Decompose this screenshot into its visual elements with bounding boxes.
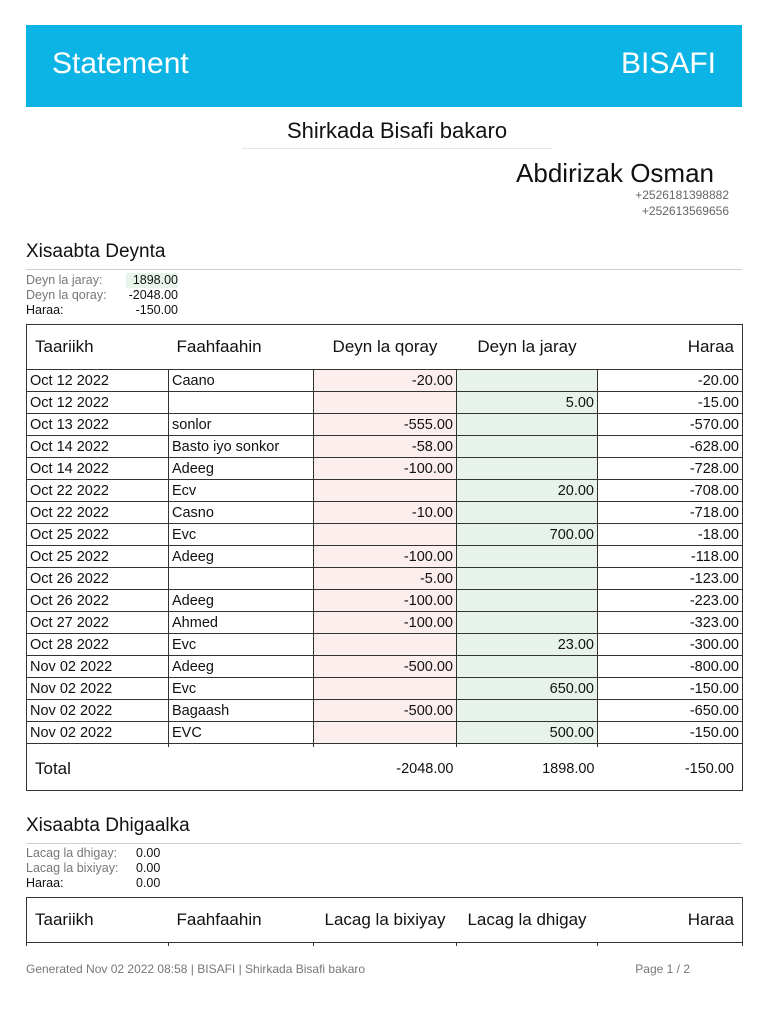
cell-debit: -500.00	[314, 700, 457, 722]
cell-credit	[457, 590, 598, 612]
total-credit: 1898.00	[457, 747, 598, 791]
cell-balance: -123.00	[598, 568, 743, 590]
debt-table-body	[27, 370, 743, 744]
customer-name: Abdirizak Osman	[516, 158, 714, 188]
customer-phone: +252613569656	[641, 204, 729, 218]
table-header-row	[27, 325, 743, 370]
cell-credit	[457, 414, 598, 436]
cell-date: Oct 22 2022	[27, 480, 169, 502]
debt-section-title: Xisaabta Deynta	[26, 241, 742, 270]
cell-date: Oct 25 2022	[27, 546, 169, 568]
summary-value: -2048.00	[128, 288, 178, 302]
cell-credit	[457, 546, 598, 568]
summary-label: Deyn la qoray:	[26, 288, 107, 302]
cell-date: Oct 26 2022	[27, 568, 169, 590]
table-row	[27, 678, 743, 700]
cell-debit	[314, 480, 457, 502]
column-header: Haraa	[598, 898, 743, 943]
cell-date: Oct 26 2022	[27, 590, 169, 612]
cell-date: Nov 02 2022	[27, 722, 169, 744]
cell-date: Oct 25 2022	[27, 524, 169, 546]
cell-description: Bagaash	[169, 700, 314, 722]
cell-debit: -100.00	[314, 612, 457, 634]
column-header: Faahfaahin	[169, 898, 314, 943]
summary-label: Lacag la bixiyay:	[26, 861, 119, 875]
cell-debit	[314, 392, 457, 414]
table-row	[27, 392, 743, 414]
cell-description	[169, 392, 314, 414]
page-number: Page 1 / 2	[635, 962, 690, 976]
table-row	[27, 700, 743, 722]
table-row	[27, 634, 743, 656]
cell-date: Oct 13 2022	[27, 414, 169, 436]
cell-balance: -718.00	[598, 502, 743, 524]
cell-debit: -100.00	[314, 458, 457, 480]
table-row	[27, 480, 743, 502]
cell-debit: -100.00	[314, 546, 457, 568]
statement-header	[26, 25, 742, 107]
cell-credit: 23.00	[457, 634, 598, 656]
cell-description: Ecv	[169, 480, 314, 502]
summary-label: Deyn la jaray:	[26, 273, 103, 287]
cell-date: Nov 02 2022	[27, 700, 169, 722]
cell-debit: -58.00	[314, 436, 457, 458]
cell-date: Oct 14 2022	[27, 458, 169, 480]
cell-balance: -18.00	[598, 524, 743, 546]
cell-credit	[457, 436, 598, 458]
cell-credit	[457, 700, 598, 722]
table-header-row	[27, 898, 743, 943]
total-balance: -150.00	[598, 747, 743, 791]
cell-date: Oct 14 2022	[27, 436, 169, 458]
cell-debit: -555.00	[314, 414, 457, 436]
cell-balance: -300.00	[598, 634, 743, 656]
column-header: Lacag la bixiyay	[314, 898, 457, 943]
cell-description: EVC	[169, 722, 314, 744]
cell-balance: -323.00	[598, 612, 743, 634]
table-row	[27, 458, 743, 480]
cell-debit	[314, 634, 457, 656]
cell-credit: 650.00	[457, 678, 598, 700]
table-row	[27, 612, 743, 634]
summary-value: 1898.00	[126, 273, 178, 288]
column-header: Faahfaahin	[169, 325, 314, 370]
cell-debit: -5.00	[314, 568, 457, 590]
cell-credit: 700.00	[457, 524, 598, 546]
cell-date: Nov 02 2022	[27, 678, 169, 700]
cell-description	[169, 568, 314, 590]
table-row	[27, 656, 743, 678]
summary-value: 0.00	[136, 861, 161, 875]
cell-credit: 20.00	[457, 480, 598, 502]
table-row	[27, 568, 743, 590]
cell-description: Evc	[169, 678, 314, 700]
total-row	[27, 747, 743, 791]
cell-credit	[457, 502, 598, 524]
deposit-summary	[26, 846, 160, 891]
cell-description: Basto iyo sonkor	[169, 436, 314, 458]
customer-phone: +2526181398882	[635, 188, 729, 202]
summary-value: 0.00	[136, 876, 161, 890]
cell-description: Casno	[169, 502, 314, 524]
brand-name: BISAFI	[620, 47, 716, 80]
cell-credit	[457, 612, 598, 634]
column-header: Taariikh	[27, 325, 169, 370]
table-row	[27, 524, 743, 546]
cell-balance: -150.00	[598, 722, 743, 744]
column-header: Deyn la qoray	[314, 325, 457, 370]
debt-summary	[26, 273, 178, 318]
cell-debit	[314, 678, 457, 700]
table-row	[27, 722, 743, 744]
table-row	[27, 370, 743, 392]
summary-label: Haraa:	[26, 876, 64, 890]
deposit-table	[26, 897, 743, 946]
cell-balance: -223.00	[598, 590, 743, 612]
cell-balance: -708.00	[598, 480, 743, 502]
cell-balance: -570.00	[598, 414, 743, 436]
cell-balance: -728.00	[598, 458, 743, 480]
cell-description: Evc	[169, 524, 314, 546]
column-header: Deyn la jaray	[457, 325, 598, 370]
footer-generated: Generated Nov 02 2022 08:58 | BISAFI | Shirkada Bisafi bakaro	[26, 962, 366, 976]
cell-description: Adeeg	[169, 656, 314, 678]
column-header: Taariikh	[27, 898, 169, 943]
table-row	[27, 414, 743, 436]
cell-debit: -100.00	[314, 590, 457, 612]
cell-debit	[314, 722, 457, 744]
table-row	[27, 546, 743, 568]
table-row	[27, 590, 743, 612]
column-header: Haraa	[598, 325, 743, 370]
cell-date: Oct 27 2022	[27, 612, 169, 634]
cell-debit: -20.00	[314, 370, 457, 392]
cell-description: Evc	[169, 634, 314, 656]
summary-value: -150.00	[135, 303, 178, 317]
cell-debit: -500.00	[314, 656, 457, 678]
cell-balance: -118.00	[598, 546, 743, 568]
summary-label: Lacag la dhigay:	[26, 846, 118, 860]
cell-balance: -628.00	[598, 436, 743, 458]
cell-credit: 500.00	[457, 722, 598, 744]
summary-value: 0.00	[136, 846, 161, 860]
cell-date: Oct 12 2022	[27, 370, 169, 392]
debt-table	[26, 324, 743, 791]
cell-balance: -150.00	[598, 678, 743, 700]
cell-balance: -800.00	[598, 656, 743, 678]
cell-credit: 5.00	[457, 392, 598, 414]
cell-description: Adeeg	[169, 458, 314, 480]
cell-credit	[457, 656, 598, 678]
company-name: Shirkada Bisafi bakaro	[242, 118, 552, 149]
total-debit: -2048.00	[314, 747, 457, 791]
column-header: Lacag la dhigay	[457, 898, 598, 943]
cell-description: Caano	[169, 370, 314, 392]
cell-debit: -10.00	[314, 502, 457, 524]
cell-description: sonlor	[169, 414, 314, 436]
cell-date: Oct 12 2022	[27, 392, 169, 414]
cell-credit	[457, 568, 598, 590]
cell-balance: -650.00	[598, 700, 743, 722]
cell-credit	[457, 458, 598, 480]
cell-date: Nov 02 2022	[27, 656, 169, 678]
cell-description: Adeeg	[169, 546, 314, 568]
cell-date: Oct 22 2022	[27, 502, 169, 524]
cell-credit	[457, 370, 598, 392]
cell-date: Oct 28 2022	[27, 634, 169, 656]
cell-description: Ahmed	[169, 612, 314, 634]
cell-balance: -20.00	[598, 370, 743, 392]
statement-title: Statement	[52, 47, 189, 80]
cell-balance: -15.00	[598, 392, 743, 414]
table-row	[27, 502, 743, 524]
deposit-section-title: Xisaabta Dhigaalka	[26, 815, 742, 844]
cell-debit	[314, 524, 457, 546]
total-label: Total	[27, 747, 169, 791]
cell-description: Adeeg	[169, 590, 314, 612]
summary-label: Haraa:	[26, 303, 64, 317]
table-row	[27, 436, 743, 458]
